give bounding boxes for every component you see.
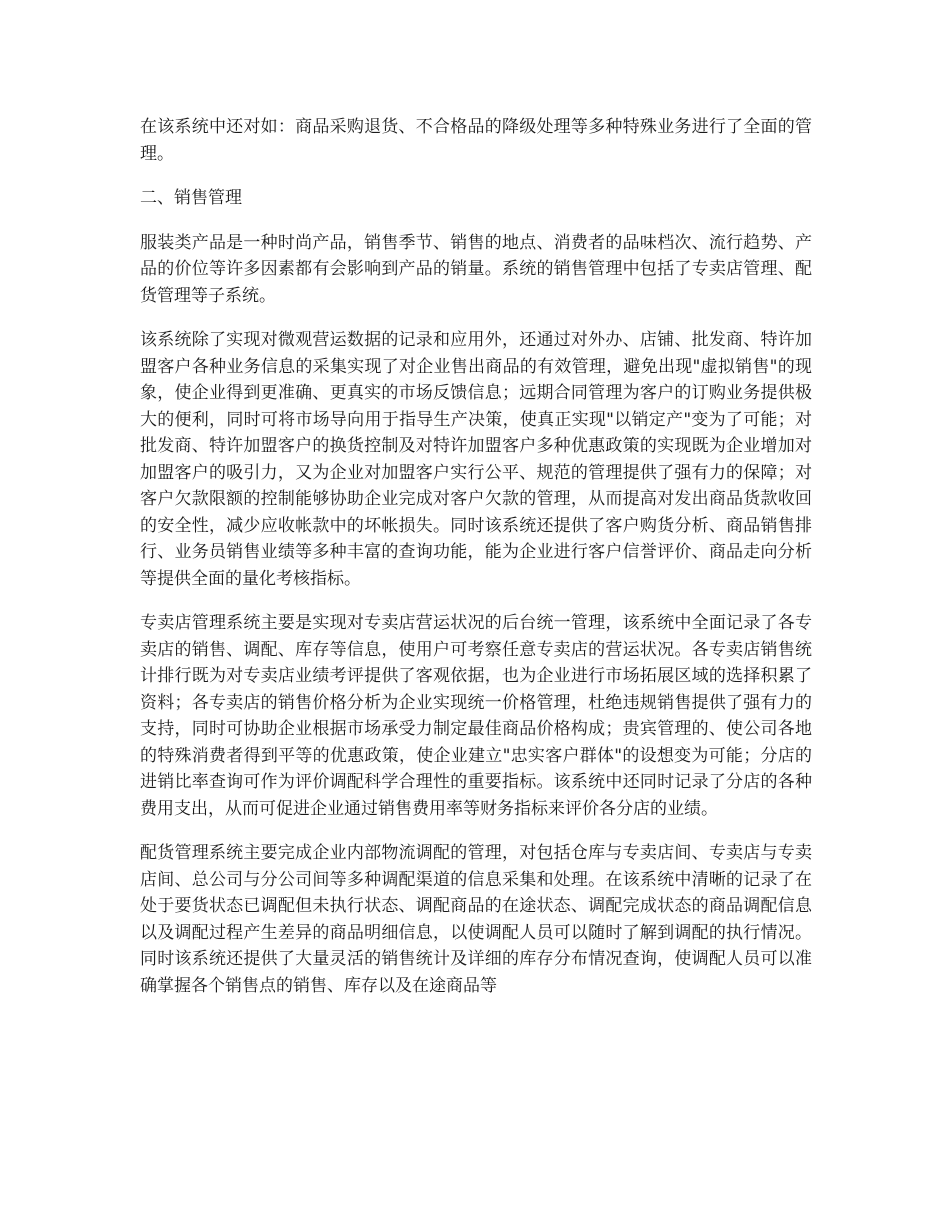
document-page bbox=[140, 114, 812, 1017]
section-heading-sales: 二、销售管理 bbox=[140, 188, 242, 208]
paragraph-store-management: 专卖店管理系统主要是实现对专卖店营运状况的后台统一管理，该系统中全面记录了各专卖店的销售、调配、库存等信息，使用户可考察任意专卖店的营运状况。各专卖店销售统计排行既为对专卖店业绩考评提供了客观依据，也为企业进行市场拓展区域的选择积累了资料；各专卖店的销售价格分析为企业实现统一价格管理，杜绝违规销售提供了强有力的支持，同时可协助企业根据市场承受力制定最佳商品价格构成；贵宾管理的、使公司各地的特殊消费者得到平等的优惠政策，使企业建立"忠实客户群体"的设想变为可能；分店的进销比率查询可作为评价调配科学合理性的重要指标。该系统中还同时记录了分店的各种费用支出，从而可促进企业通过销售费用率等财务指标来评价各分店的业绩。 bbox=[140, 613, 812, 819]
paragraph-system-overview: 该系统除了实现对微观营运数据的记录和应用外，还通过对外办、店铺、批发商、特许加盟客户各种业务信息的采集实现了对企业售出商品的有效管理，避免出现"虚拟销售"的现象，使企业得到更准确、更真实的市场反馈信息；远期合同管理为客户的订购业务提供极大的便利，同时可将市场导向用于指导生产决策，使真正实现"以销定产"变为了可能；对批发商、特许加盟客户的换货控制及对特许加盟客户多种优惠政策的实现既为企业增加对加盟客户的吸引力，又为企业对加盟客户实行公平、规范的管理提供了强有力的保障；对客户欠款限额的控制能够协助企业完成对客户欠款的管理，从而提高对发出商品货款收回的安全性，减少应收帐款中的坏帐损失。同时该系统还提供了客户购货分析、商品销售排行、业务员销售业绩等多种丰富的查询功能，能为企业进行客户信誉评价、商品走向分析等提供全面的量化考核指标。 bbox=[140, 330, 812, 589]
paragraph-distribution: 配货管理系统主要完成企业内部物流调配的管理，对包括仓库与专卖店间、专卖店与专卖店间、总公司与分公司间等多种调配渠道的信息采集和处理。在该系统中清晰的记录了在处于要货状态已调配但未执行状态、调配商品的在途状态、调配完成状态的商品调配信息以及调配过程产生差异的商品明细信息，以使调配人员可以随时了解到调配的执行情况。同时该系统还提供了大量灵活的销售统计及详细的库存分布情况查询，使调配人员可以准确掌握各个销售点的销售、库存以及在途商品等 bbox=[140, 843, 812, 996]
paragraph-apparel: 服装类产品是一种时尚产品，销售季节、销售的地点、消费者的品味档次、流行趋势、产品的价位等许多因素都有会影响到产品的销量。系统的销售管理中包括了专卖店管理、配货管理等子系统。 bbox=[140, 232, 812, 306]
paragraph-returns: 在该系统中还对如：商品采购退货、不合格品的降级处理等多种特殊业务进行了全面的管理。 bbox=[140, 117, 812, 164]
